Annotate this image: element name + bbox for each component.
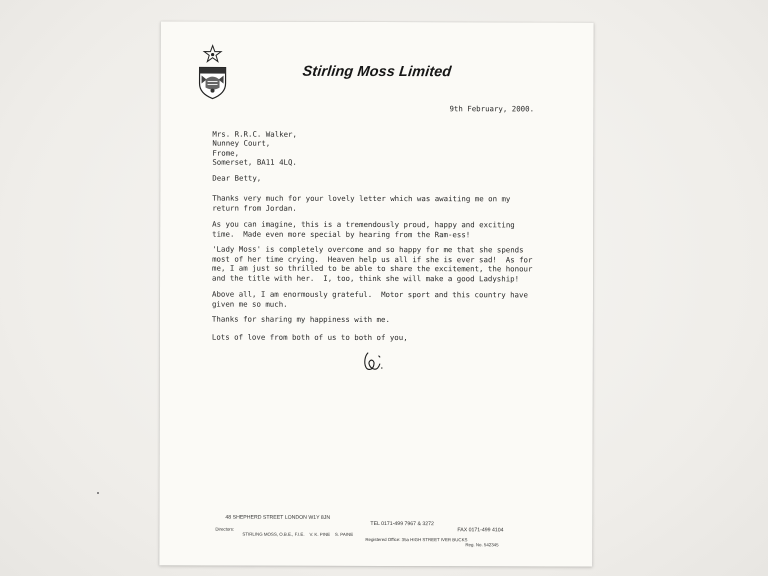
letter-paragraph: 'Lady Moss' is completely overcome and so happy for me that she spends most of her time crying. Heaven help us all if she is ever sad! As for me, I am just so thrilled to be able to share the excitement, the honour and the title with her. I, too, think she will make a good Ladyship! bbox=[212, 244, 533, 284]
letter-paragraph: Thanks for sharing my happiness with me. bbox=[211, 314, 390, 325]
recipient-line: Frome, bbox=[212, 148, 240, 158]
handwritten-signature bbox=[359, 347, 387, 375]
footer-registration-number: Reg. No. 542345 bbox=[465, 542, 499, 548]
recipient-line: Somerset, BA11 4LQ. bbox=[212, 157, 297, 168]
footer-address: 48 SHEPHERD STREET LONDON W1Y 8JN bbox=[225, 514, 331, 521]
footer-directors-label: Directors: bbox=[215, 526, 235, 532]
letter-paragraph: As you can imagine, this is a tremendously proud, happy and exciting time. Made even more special by hearing from the Ram-ess! bbox=[212, 219, 515, 239]
coat-of-arms-logo bbox=[194, 44, 232, 100]
recipient-address bbox=[212, 120, 297, 168]
dust-speck bbox=[97, 492, 99, 494]
footer-directors: STIRLING MOSS, O.B.E., F.I.E. V. K. PINE S. PAINE bbox=[242, 531, 354, 537]
letter-date: 9th February, 2000. bbox=[449, 104, 535, 114]
footer-telephone: TEL 0171-499 7967 & 3272 bbox=[370, 520, 434, 528]
closing-line: Lots of love from both of us to both of you, bbox=[211, 332, 408, 343]
salutation: Dear Betty, bbox=[212, 173, 262, 183]
footer-fax: FAX 0171-499 4104 bbox=[457, 527, 504, 534]
letter-sheet bbox=[159, 21, 593, 566]
company-name: Stirling Moss Limited bbox=[301, 63, 453, 81]
footer-registered-office: Registered Office: 35a HIGH STREET IVER BUCKS bbox=[365, 536, 468, 543]
recipient-line: Nunney Court, bbox=[212, 138, 271, 148]
letter-paragraph: Above all, I am enormously grateful. Motor sport and this country have given me so much. bbox=[211, 289, 528, 309]
recipient-line: Mrs. R.R.C. Walker, bbox=[212, 129, 297, 139]
letter-paragraph: Thanks very much for your lovely letter which was awaiting me on my return from Jordan. bbox=[212, 193, 511, 213]
